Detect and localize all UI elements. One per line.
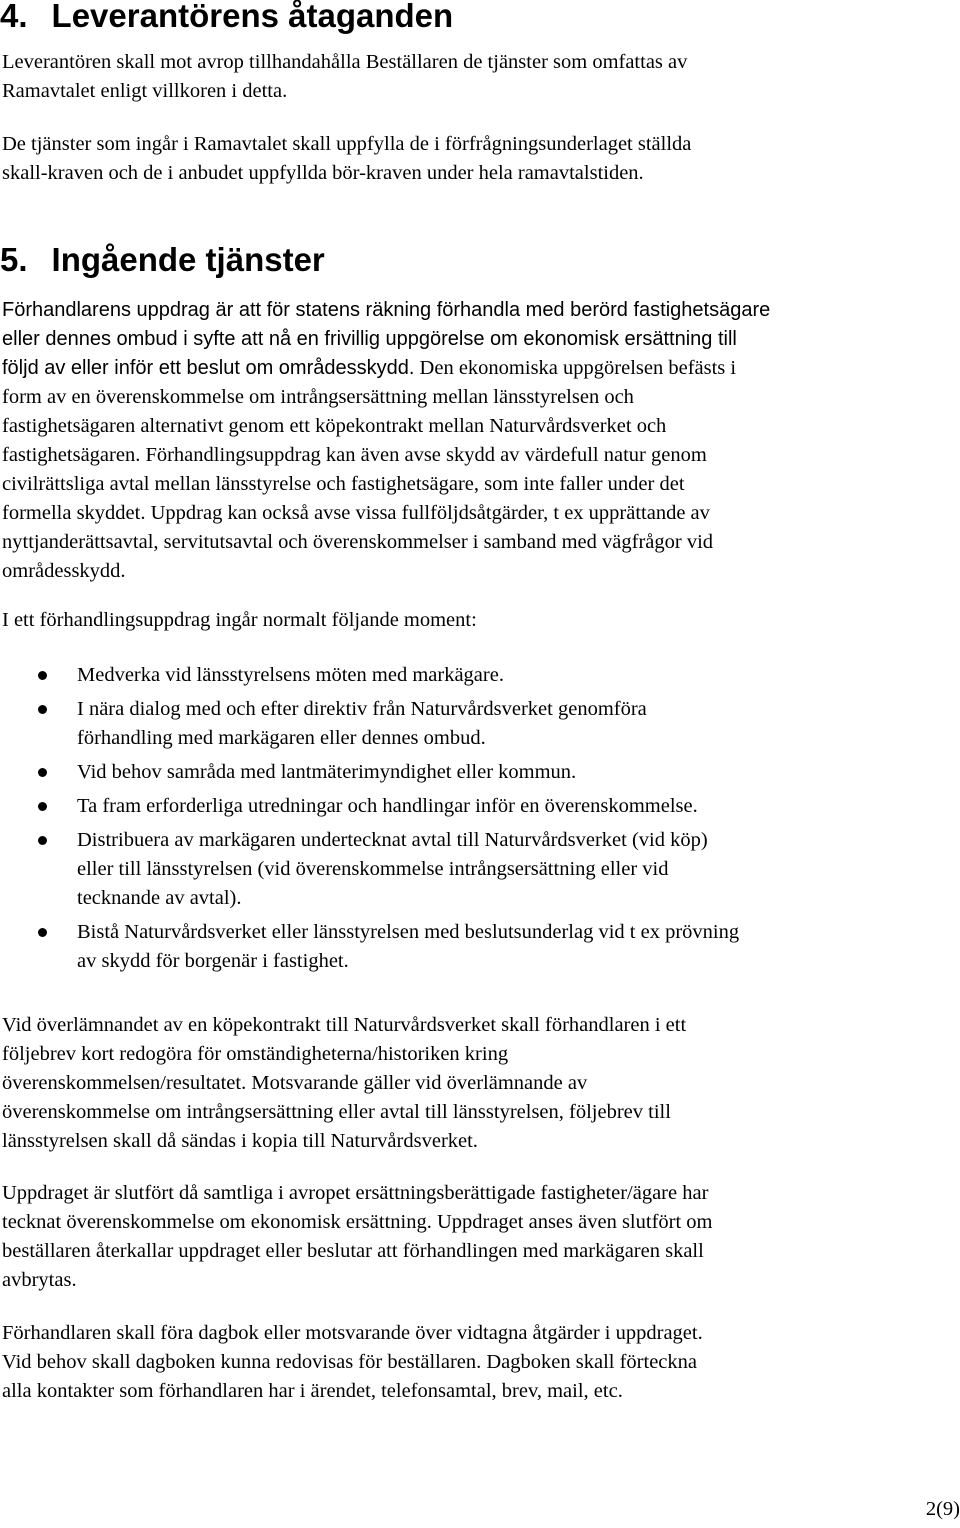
text-line: nyttjanderättsavtal, servitutsavtal och överenskommelser i samband med vägfrågor vid: [2, 531, 714, 553]
bullet-icon: [38, 768, 47, 777]
text-line: överenskommelse om intrångsersättning eller avtal till länsstyrelsen, följebrev till: [2, 1101, 671, 1123]
text-line: form av en överenskommelse om intrångsersättning mellan länsstyrelsen och: [2, 386, 634, 408]
text-line: Uppdraget är slutfört då samtliga i avropet ersättningsberättigade fastigheter/ägare har: [2, 1182, 709, 1204]
section-5-heading: [0, 242, 325, 279]
bullet-icon: [38, 802, 47, 811]
list-item: [0, 661, 950, 690]
text-line: tecknat överenskommelse om ekonomisk ersättning. Uppdraget anses även slutfört om: [2, 1211, 713, 1233]
text-line: fastighetsägaren. Förhandlingsuppdrag kan även avse skydd av värdefull natur genom: [2, 444, 707, 466]
text-line: områdesskydd.: [2, 560, 126, 582]
text-line: skall-kraven och de i anbudet uppfyllda bör-kraven under hela ramavtalstiden.: [2, 162, 644, 184]
text-line: följebrev kort redogöra för omständigheterna/historiken kring: [2, 1043, 509, 1065]
text-line: Vid överlämnandet av en köpekontrakt till Naturvårdsverket skall förhandlaren i ett: [2, 1014, 687, 1036]
completion-paragraph: [2, 1179, 952, 1295]
text-line: De tjänster som ingår i Ramavtalet skall uppfylla de i förfrågningsunderlaget ställda: [2, 133, 692, 155]
text-line: länsstyrelsen skall då sändas i kopia till Naturvårdsverket.: [2, 1130, 478, 1152]
section-4-paragraph-1: [2, 48, 952, 106]
page-number: 2(9): [925, 1498, 960, 1520]
section-4-heading: [0, 0, 453, 35]
text-line: Vid behov skall dagboken kunna redovisas för beställaren. Dagboken skall förteckna: [2, 1351, 697, 1373]
list-item: [0, 826, 950, 913]
section-5-intro-paragraph: [2, 296, 952, 586]
diary-paragraph: [2, 1319, 952, 1406]
bullet-icon: [38, 836, 47, 845]
text-line: I nära dialog med och efter direktiv från Naturvårdsverket genomföra: [77, 698, 647, 720]
text-line: civilrättsliga avtal mellan länsstyrelse och fastighetsägare, som inte faller under det: [2, 473, 685, 495]
list-item: [0, 695, 950, 753]
list-intro-paragraph: [2, 606, 952, 635]
text-fragment: följd av eller inför ett beslut om områdesskydd.: [2, 357, 415, 379]
text-line: överenskommelsen/resultatet. Motsvarande gäller vid överlämnande av: [2, 1072, 588, 1094]
text-line: av skydd för borgenär i fastighet.: [77, 950, 349, 972]
bullet-icon: [38, 705, 47, 714]
list-item: [0, 792, 950, 821]
section-5-title: Ingående tjänster: [51, 241, 325, 278]
text-line: Förhandlarens uppdrag är att för statens räkning förhandla med berörd fastighetsägare: [2, 299, 771, 321]
text-line: eller dennes ombud i syfte att nå en frivillig uppgörelse om ekonomisk ersättning till: [2, 328, 737, 350]
text-line: Distribuera av markägaren undertecknat avtal till Naturvårdsverket (vid köp): [77, 829, 708, 851]
handover-paragraph: [2, 1011, 952, 1156]
text-line: Leverantören skall mot avrop tillhandahålla Beställaren de tjänster som omfattas av: [2, 51, 688, 73]
text-line: Förhandlaren skall föra dagbok eller motsvarande över vidtagna åtgärder i uppdraget.: [2, 1322, 703, 1344]
bullet-icon: [38, 928, 47, 937]
task-bullet-list: [0, 661, 950, 976]
text-line: fastighetsägaren alternativt genom ett köpekontrakt mellan Naturvårdsverket och: [2, 415, 667, 437]
bullet-icon: [38, 671, 47, 680]
section-5-number: 5.: [0, 241, 28, 278]
text-line: [2, 354, 952, 383]
text-line: Vid behov samråda med lantmäterimyndighet eller kommun.: [77, 761, 577, 783]
text-line: formella skyddet. Uppdrag kan också avse vissa fullföljdsåtgärder, t ex upprättande av: [2, 502, 710, 524]
text-line: tecknande av avtal).: [77, 887, 242, 909]
text-line: Bistå Naturvårdsverket eller länsstyrelsen med beslutsunderlag vid t ex prövning: [77, 921, 740, 943]
list-item: [0, 758, 950, 787]
text-line: Ramavtalet enligt villkoren i detta.: [2, 80, 288, 102]
section-4-paragraph-2: [2, 130, 952, 188]
text-line: alla kontakter som förhandlaren har i ärendet, telefonsamtal, brev, mail, etc.: [2, 1380, 623, 1402]
list-item: [0, 918, 950, 976]
text-line: eller till länsstyrelsen (vid överenskommelse intrångsersättning eller vid: [77, 858, 669, 880]
text-line: I ett förhandlingsuppdrag ingår normalt följande moment:: [2, 609, 477, 631]
text-line: förhandling med markägaren eller dennes ombud.: [77, 727, 486, 749]
text-fragment: Den ekonomiska uppgörelsen befästs i: [414, 357, 737, 379]
text-line: beställaren återkallar uppdraget eller beslutar att förhandlingen med markägaren skall: [2, 1240, 704, 1262]
text-line: Medverka vid länsstyrelsens möten med markägare.: [77, 664, 504, 686]
text-line: Ta fram erforderliga utredningar och handlingar inför en överenskommelse.: [77, 795, 698, 817]
section-4-number: 4.: [0, 0, 28, 34]
section-4-title: Leverantörens åtaganden: [51, 0, 454, 34]
text-line: avbrytas.: [2, 1269, 77, 1291]
